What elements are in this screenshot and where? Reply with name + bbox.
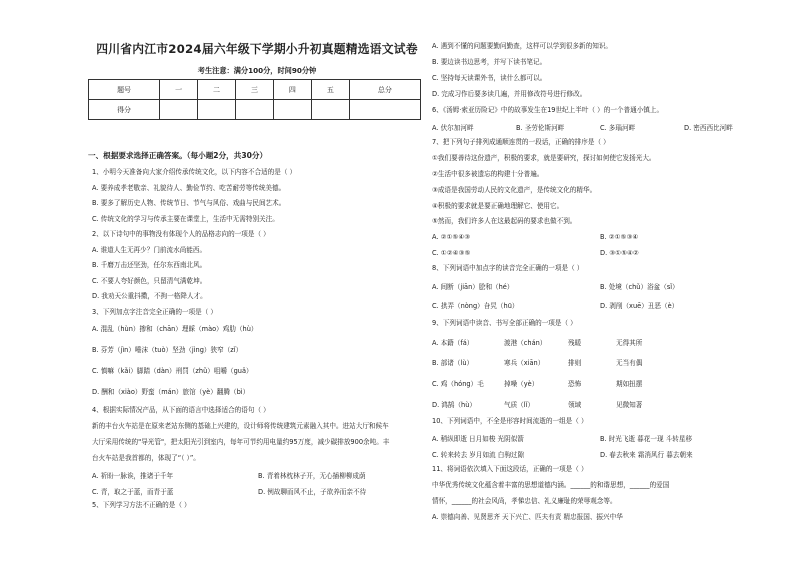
- option-b: B. 时光飞逝 暮花一现 斗转星移: [600, 435, 693, 443]
- passage-blank: ，体现了“（ ）”。: [151, 454, 200, 462]
- option-a-word: 无得其所: [616, 339, 643, 347]
- sentence-line: ①我们要善待这份遗产，积极的要求，就是要研究，探讨如何使它发扬光大。: [432, 154, 656, 162]
- score-header-cell: 题号: [89, 80, 160, 100]
- option-b-word: B. 部诸（lù）: [432, 359, 474, 367]
- option-line: A. 遇到不懂的问题要勤问勤查，这样可以学到很多新的知识。: [432, 42, 613, 50]
- question-3: 3、下列加点字注音完全正确的一项是（ ）: [92, 308, 217, 316]
- option-b-word: 寒兵（xiān）: [504, 359, 545, 367]
- option-c: C. 青，取之于蓝，而青于蓝: [92, 488, 174, 496]
- option-c: C. 转来转去 岁月如流 白驹过隙: [432, 451, 525, 459]
- question-9: 9、下列词语中读音、书写全部正确的一项是（ ）: [432, 319, 577, 327]
- option-c-word: C. 鸡（hóng）毛: [432, 380, 484, 388]
- score-cell: [273, 100, 311, 120]
- score-header-cell: 三: [236, 80, 274, 100]
- option-c: C. 多瑙河畔: [600, 124, 636, 132]
- question-6: 6、《汤姆·索亚历险记》中的故事发生在19世纪上半叶（ ）的一个普通小镇上。: [432, 106, 664, 114]
- question-10: 10、下列词语中，不全是形容时间流逝的一组是（ ）: [432, 417, 588, 425]
- option-d-word: 领域: [568, 401, 582, 409]
- score-table-header-row: [89, 80, 421, 100]
- option-c-word: 期如扭摆: [616, 380, 643, 388]
- option-line: C. 不要人夸好颜色，只留清气满乾坤。: [92, 277, 207, 285]
- option-b-word: 排则: [568, 359, 582, 367]
- score-cell: [349, 100, 420, 120]
- option-d-word: D. 鸿鹄（hù）: [432, 401, 477, 409]
- score-cell: [198, 100, 236, 120]
- score-row-label: 得分: [89, 100, 160, 120]
- sentence-line: ③成语是我国劳动人民的文化遗产，是传统文化的精华。: [432, 186, 597, 194]
- score-cell: [160, 100, 198, 120]
- option-b: B. 处境（chǔ）浴盆（sǐ）: [600, 283, 679, 291]
- option-c-word: 掉噪（yè）: [504, 380, 539, 388]
- section-heading: 一、根据要求选择正确答案。（每小题2分，共30分）: [88, 151, 268, 160]
- score-cell: [236, 100, 274, 120]
- page-title: 四川省内江市2024届六年级下学期小升初真题精选语文试卷: [96, 42, 418, 56]
- option-d: D. 剥削（xuē）丑恶（è）: [600, 302, 679, 310]
- option-line: C. 慎嘛（kǎi）脚踏（dàn）刑罚（zhǔ）咀嚼（guǎ）: [92, 367, 253, 375]
- passage-line: 情怀，______的社会风尚，孝悌忠信、礼义廉耻的荣辱观念等。: [432, 497, 617, 505]
- option-b: B. ②①⑤③④: [600, 233, 639, 241]
- option-line: A. 混乱（hùn）掺和（chān）理睬（mào）鸡肋（hù）: [92, 325, 258, 333]
- passage-text: 台火车站是我首都的: [92, 454, 152, 462]
- question-11: 11、将词语依次填入下面这段话，正确的一项是（ ）: [432, 465, 588, 473]
- sentence-line: ④积极的要求就是要正确地理解它、使用它。: [432, 202, 564, 210]
- option-line: D. 酬和（xiào）野蛮（mán）旅馆（yè）翻腾（bì）: [92, 388, 250, 396]
- option-line: B. 芬芳（jìn）唾沫（tuò）坚劲（jìng）狭窄（zǐ）: [92, 346, 243, 354]
- option-a-word: 渡港（chán）: [504, 339, 547, 347]
- passage-line: 新的丰台火车站是在原来老站东侧的基础上兴建的，设计师将传统建筑元素融入其中。进站大厅和候车: [92, 422, 389, 430]
- option-a-word: A. 本籍（fá）: [432, 339, 474, 347]
- score-header-cell: 二: [198, 80, 236, 100]
- option-a: A. ②①⑤④③: [432, 233, 471, 241]
- option-line: D. 完成习作后要多读几遍，并用修改符号进行修改。: [432, 90, 587, 98]
- score-table-score-row: [89, 100, 421, 120]
- option-a: A. 崇德向善、见贤思齐 天下兴亡、匹夫有责 精忠报国、振兴中华: [432, 513, 623, 521]
- option-a: A. 祈盼一脉诶，推诸于千年: [92, 472, 174, 480]
- option-c-word: 恐怖: [568, 380, 582, 388]
- question-1: 1、小明今天准备向大家介绍传承传统文化，以下内容不合适的是（ ）: [92, 168, 297, 176]
- score-table: [88, 79, 421, 120]
- option-d: D. 例故聊而风不止，子欲养而亲不待: [258, 488, 367, 496]
- option-a-word: 残暖: [568, 339, 582, 347]
- option-a: A. 稍纵即逝 日月如梭 光阴似箭: [432, 435, 524, 443]
- option-line: C. 传统文化的学习与传承主要在课堂上，生活中无需特别关注。: [92, 215, 279, 223]
- score-header-cell: 五: [311, 80, 349, 100]
- option-a: A. 伏尔加河畔: [432, 124, 474, 132]
- passage-line: [92, 454, 200, 462]
- option-b: B. 青着林枕林子开，无心插柳柳成荫: [258, 472, 366, 480]
- passage-line: 中华优秀传统文化蕴含着丰富的思想道德内涵。______的和谐思想，______的爱国: [432, 481, 670, 489]
- option-line: B. 千磨万击还坚劲，任尔东西南北风。: [92, 261, 207, 269]
- option-d: D. ③①⑤④②: [600, 249, 639, 257]
- question-8: 8、下列词语中加点字的读音完全正确的一项是（ ）: [432, 264, 584, 272]
- option-line: A. 谁道人生无再少？门前流水尚能西。: [92, 246, 207, 254]
- score-cell: [311, 100, 349, 120]
- option-b-word: 无当有偶: [616, 359, 643, 367]
- option-c: C. 拱弄（nòng）旮旯（hū）: [432, 302, 519, 310]
- option-c: C. ①②④③⑤: [432, 249, 471, 257]
- score-header-cell: 四: [273, 80, 311, 100]
- option-a: A. 间断（jiān）脍和（hé）: [432, 283, 514, 291]
- question-7: 7、把下列句子排列成通顺连贯的一段话，正确的排序是（ ）: [432, 138, 610, 146]
- exam-notice: 考生注意：满分100分，时间90分钟: [197, 66, 317, 75]
- question-2: 2、以下诗句中的事物没有体现个人的品格志向的一项是（ ）: [92, 230, 270, 238]
- option-b: B. 圣劳伦斯河畔: [516, 124, 565, 132]
- option-line: C. 坚持每天读课外书，读什么都可以。: [432, 74, 547, 82]
- score-header-cell: 一: [160, 80, 198, 100]
- question-5: 5、下列学习方法不正确的是（ ）: [92, 501, 191, 509]
- passage-line: 大厅采用传统的"导光管"，把太阳光引到室内，每年可节约用电量约95万度，减少碳排放900余吨。丰: [92, 438, 390, 446]
- question-4: 4、根据实际情况产品，从下面的语言中选择适合的语句（ ）: [92, 406, 270, 414]
- option-line: A. 要养成孝老敬亲、礼貌待人、勤俭节约、吃苦耐劳等传统美德。: [92, 184, 286, 192]
- option-d: D. 春去秋来 霜消风行 暮去朝来: [600, 451, 693, 459]
- option-line: B. 要边读书边思考，并写下读书笔记。: [432, 58, 547, 66]
- option-d: D. 密西西比河畔: [684, 124, 733, 132]
- option-d-word: 见微知著: [616, 401, 643, 409]
- option-d-word: 气质（lǐ）: [504, 401, 535, 409]
- sentence-line: ⑤然而，我们许多人在这最起码的要求也做不到。: [432, 217, 577, 225]
- score-header-cell: 总分: [349, 80, 420, 100]
- option-line: D. 我劝天公重抖擞，不拘一格降人才。: [92, 292, 207, 300]
- option-line: B. 要多了解历史人物、传统节日、节气与风俗、戏曲与民间艺术。: [92, 199, 286, 207]
- sentence-line: ②生活中很多被遗忘的构建十分普遍。: [432, 170, 544, 178]
